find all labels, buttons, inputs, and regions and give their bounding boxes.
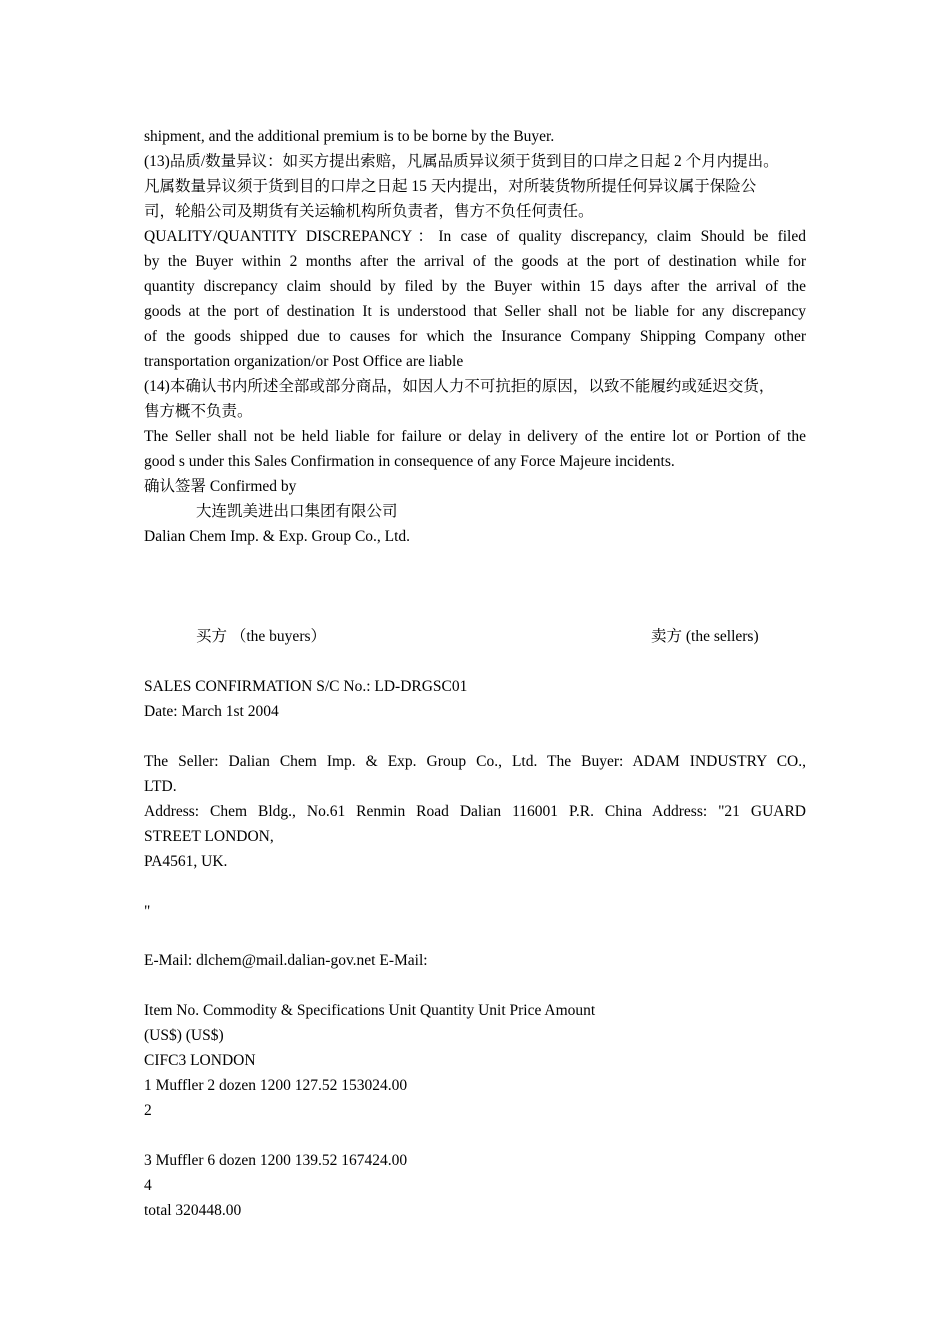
address-line-1: Address: Chem Bldg., No.61 Renmin Road Dalian 116001 P.R. China Address: "21 GUARD <box>144 803 806 820</box>
clause-13-cn-line-2: 凡属数量异议须于货到目的口岸之日起 15 天内提出，对所装货物所提任何异议属于保险公 <box>144 178 757 195</box>
item-row-3: 3 Muffler 6 dozen 1200 139.52 167424.00 <box>144 1152 408 1169</box>
clause-13-en-line-2: by the Buyer within 2 months after the arrival of the goods at the port of destination while for <box>144 253 806 270</box>
items-header: Item No. Commodity & Specifications Unit Quantity Unit Price Amount <box>144 1002 596 1019</box>
clause-13-en-line-6: transportation organization/or Post Office are liable <box>144 353 464 370</box>
items-total: total 320448.00 <box>144 1202 242 1219</box>
sales-confirmation-number: SALES CONFIRMATION S/C No.: LD-DRGSC01 <box>144 678 468 695</box>
clause-13-en-line-3: quantity discrepancy claim should by filed by the Buyer within 15 days after the arrival of the <box>144 278 806 295</box>
company-name-cn: 大连凯美进出口集团有限公司 <box>196 503 398 520</box>
clause-14-cn-line-1: (14)本确认书内所述全部或部分商品，如因人力不可抗拒的原因，以致不能履约或延迟交货， <box>144 378 775 395</box>
email-line: E-Mail: dlchem@mail.dalian-gov.net E-Mail: <box>144 952 428 969</box>
confirmed-by-label: 确认签署 Confirmed by <box>144 478 297 495</box>
item-row-1: 1 Muffler 2 dozen 1200 127.52 153024.00 <box>144 1077 408 1094</box>
items-terms: CIFC3 LONDON <box>144 1052 256 1069</box>
quote-mark-line: " <box>144 903 151 920</box>
clause-14-en-line-2: good s under this Sales Confirmation in consequence of any Force Majeure incidents. <box>144 453 675 470</box>
clause-13-en-line-4: goods at the port of destination It is understood that Seller shall not be liable for any discrepancy <box>144 303 806 320</box>
clause-13-en-line-1: QUALITY/QUANTITY DISCREPANCY：In case of quality discrepancy, claim Should be filed <box>144 228 806 245</box>
items-currency-header: (US$) (US$) <box>144 1027 224 1044</box>
clause-14-en-line-1: The Seller shall not be held liable for failure or delay in delivery of the entire lot or Portion of the <box>144 428 806 445</box>
clause-13-cn-line-1: (13)品质/数量异议：如买方提出索赔，凡属品质异议须于货到目的口岸之日起 2 个月内提出。 <box>144 153 779 170</box>
sellers-signature-label: 卖方 (the sellers) <box>651 628 759 645</box>
address-line-3: PA4561, UK. <box>144 853 228 870</box>
clause-14-cn-line-2: 售方概不负责。 <box>144 403 253 420</box>
item-row-4: 4 <box>144 1177 152 1194</box>
item-row-2: 2 <box>144 1102 152 1119</box>
buyers-signature-label: 买方 （the buyers） <box>196 628 327 645</box>
seller-buyer-line-1: The Seller: Dalian Chem Imp. & Exp. Group Co., Ltd. The Buyer: ADAM INDUSTRY CO., <box>144 753 806 770</box>
confirmation-date: Date: March 1st 2004 <box>144 703 279 720</box>
clause-13-en-line-5: of the goods shipped due to causes for which the Insurance Company Shipping Company other <box>144 328 806 345</box>
company-name-en: Dalian Chem Imp. & Exp. Group Co., Ltd. <box>144 528 411 545</box>
address-line-2: STREET LONDON, <box>144 828 274 845</box>
clause-13-cn-line-3: 司，轮船公司及期货有关运输机构所负责者，售方不负任何责任。 <box>144 203 594 220</box>
seller-buyer-line-2: LTD. <box>144 778 177 795</box>
text-line-shipment-premium: shipment, and the additional premium is to be borne by the Buyer. <box>144 128 555 145</box>
